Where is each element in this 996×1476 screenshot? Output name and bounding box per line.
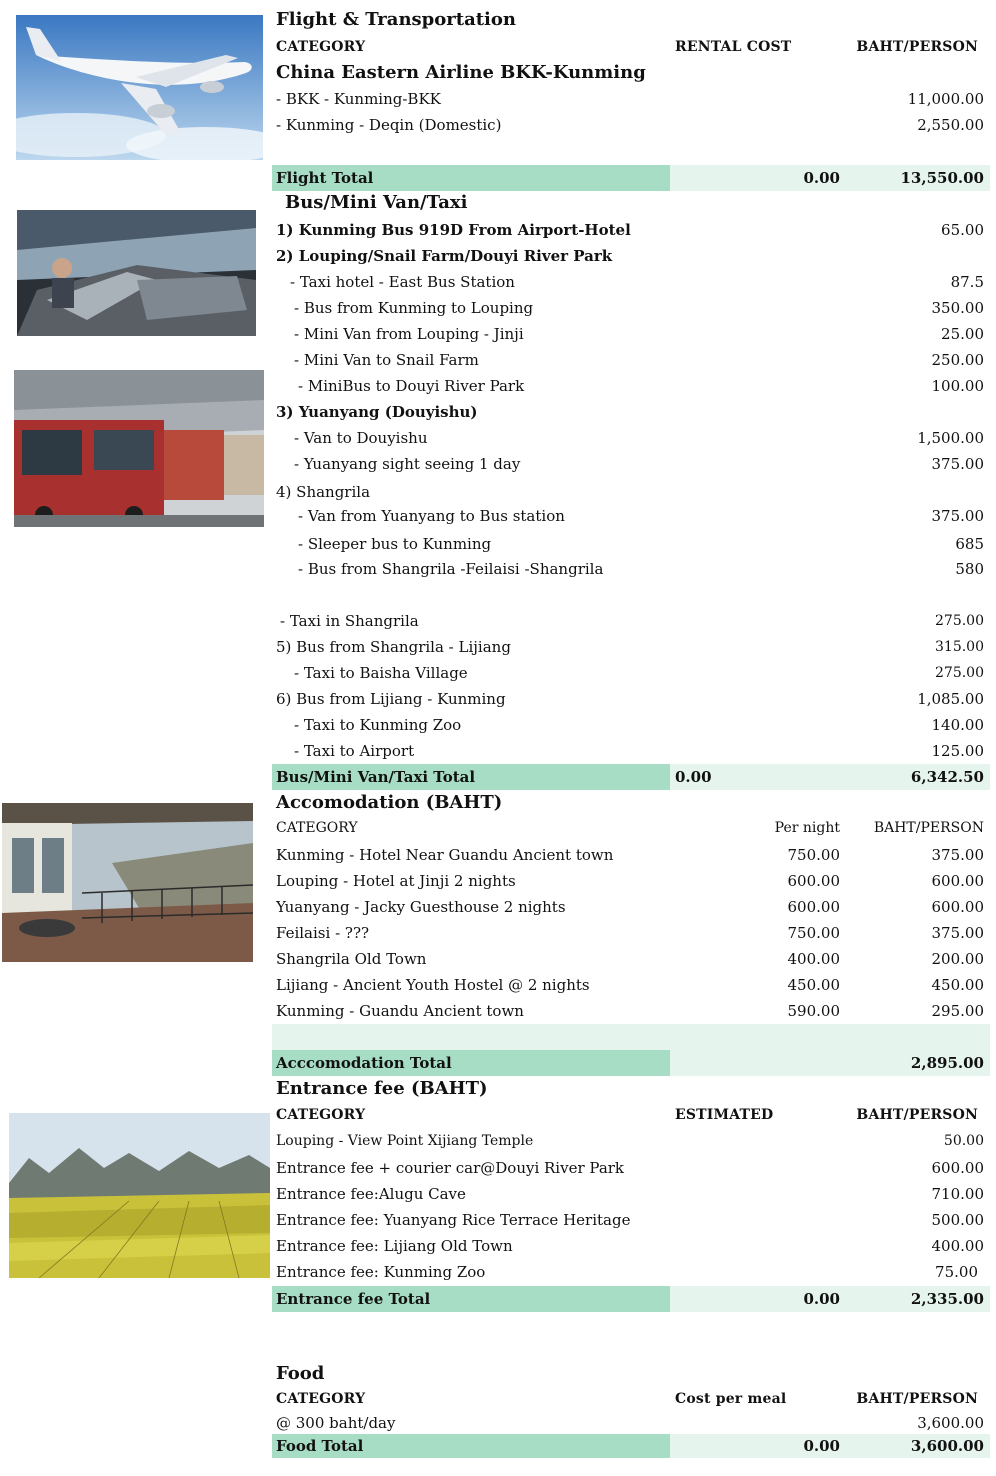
flight-item: - Kunming - Deqin (Domestic) 2,550.00 [276, 116, 984, 134]
accom-item: Shangrila Old Town 400.00 200.00 [276, 950, 984, 968]
bus-item: - Bus from Shangrila -Feilaisi -Shangrila 580 [298, 560, 984, 578]
accom-item: Kunming - Hotel Near Guandu Ancient town 750.00 375.00 [276, 846, 984, 864]
entrance-item: Entrance fee: Kunming Zoo 75.00 [276, 1263, 978, 1281]
bus-item: 6) Bus from Lijiang - Kunming 1,085.00 [276, 690, 984, 708]
balcony-photo [2, 803, 253, 962]
bus-station-photo [14, 370, 264, 527]
entrance-item: Entrance fee: Lijiang Old Town 400.00 [276, 1237, 984, 1255]
food-item: @ 300 baht/day 3,600.00 [276, 1414, 984, 1432]
bus-item: - Taxi to Airport 125.00 [294, 742, 984, 760]
bus-item: - Van to Douyishu 1,500.00 [294, 429, 984, 447]
flight-section-title: Flight & Transportation [276, 9, 516, 30]
bus-item: - Taxi hotel - East Bus Station 87.5 [290, 273, 984, 291]
entrance-total-row: Entrance fee Total 0.00 2,335.00 [272, 1286, 990, 1312]
bus-item: - Yuanyang sight seeing 1 day 375.00 [294, 455, 984, 473]
accom-item: Kunming - Guandu Ancient town 590.00 295.00 [276, 1002, 984, 1020]
bus-item: - Van from Yuanyang to Bus station 375.00 [298, 507, 984, 525]
bus-item: - Sleeper bus to Kunming 685 [298, 535, 984, 553]
bus-item: - Taxi to Kunming Zoo 140.00 [294, 716, 984, 734]
airplane-photo [16, 15, 263, 160]
entrance-section-title: Entrance fee (BAHT) [276, 1078, 488, 1099]
entrance-item: Louping - View Point Xijiang Temple 50.00 [276, 1133, 984, 1149]
flight-total-row: Flight Total 0.00 13,550.00 [272, 165, 990, 191]
bus-item: 3) Yuanyang (Douyishu) [276, 403, 478, 421]
bus-item: 1) Kunming Bus 919D From Airport-Hotel 65.00 [276, 221, 984, 239]
bus-item: - MiniBus to Douyi River Park 100.00 [298, 377, 984, 395]
entrance-item: Entrance fee:Alugu Cave 710.00 [276, 1185, 984, 1203]
accom-header-row: CATEGORY Per night BAHT/PERSON [276, 820, 984, 836]
food-header-row: CATEGORY Cost per meal BAHT/PERSON [276, 1391, 978, 1407]
accom-item: Yuanyang - Jacky Guesthouse 2 nights 600.00 600.00 [276, 898, 984, 916]
bus-item: - Mini Van from Louping - Jinji 25.00 [294, 325, 984, 343]
airline-title: China Eastern Airline BKK-Kunming [276, 62, 646, 83]
bus-item: 5) Bus from Shangrila - Lijiang 315.00 [276, 638, 984, 656]
entrance-item: Entrance fee: Yuanyang Rice Terrace Heritage 500.00 [276, 1211, 984, 1229]
bus-section-title: Bus/Mini Van/Taxi [285, 192, 468, 213]
bus-item: - Taxi in Shangrila 275.00 [280, 612, 984, 630]
accom-section-title: Accomodation (BAHT) [276, 792, 503, 813]
flight-header-row: CATEGORY RENTAL COST BAHT/PERSON [276, 39, 978, 55]
bus-item: 2) Louping/Snail Farm/Douyi River Park [276, 247, 613, 265]
rapeseed-field-photo [9, 1113, 270, 1278]
entrance-item: Entrance fee + courier car@Douyi River Park 600.00 [276, 1159, 984, 1177]
bus-item: - Mini Van to Snail Farm 250.00 [294, 351, 984, 369]
accom-item: Feilaisi - ??? 750.00 375.00 [276, 924, 984, 942]
accom-item: Lijiang - Ancient Youth Hostel @ 2 nights 450.00 450.00 [276, 976, 984, 994]
food-section-title: Food [276, 1363, 325, 1384]
accom-total-row: Acccomodation Total 2,895.00 [272, 1050, 990, 1076]
bus-item: - Taxi to Baisha Village 275.00 [294, 664, 984, 682]
bus-total-row: Bus/Mini Van/Taxi Total 0.00 6,342.50 [272, 764, 990, 790]
bus-item: 4) Shangrila [276, 483, 371, 501]
food-total-row: Food Total 0.00 3,600.00 [272, 1434, 990, 1458]
bus-interior-photo [17, 210, 256, 336]
accom-spacer [272, 1024, 990, 1050]
flight-item: - BKK - Kunming-BKK 11,000.00 [276, 90, 984, 108]
bus-item: - Bus from Kunming to Louping 350.00 [294, 299, 984, 317]
entrance-header-row: CATEGORY ESTIMATED BAHT/PERSON [276, 1107, 978, 1123]
accom-item: Louping - Hotel at Jinji 2 nights 600.00 600.00 [276, 872, 984, 890]
